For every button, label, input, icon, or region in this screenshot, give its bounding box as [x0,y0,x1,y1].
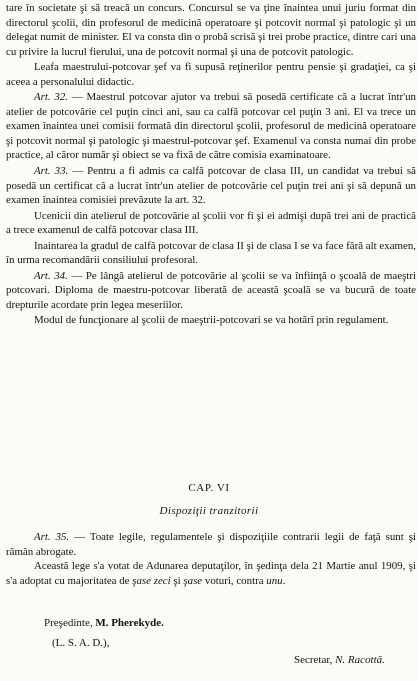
president-label: Preşedinte, [44,617,96,629]
article-32-label: Art. 32. [34,91,69,104]
article-33-text: — Pentru a fi admis ca calfă potcovar de clasa III, un candidat va trebui să posedă un certificat că a lucrat într'un atelier de potcovărie cel puţin trei ani şi să depună un examen înaintea comisiei prevăzute la art. 32. [6,165,416,207]
article-33-label: Art. 33. [34,165,69,178]
vote-paragraph [6,559,416,588]
vote-text-c: şi [170,574,184,587]
president-name: M. Pherekyde. [95,617,164,629]
article-32 [6,90,416,163]
secretary-name: N. Racottă. [335,654,385,666]
vote-text-e: voturi, contra [202,574,267,587]
article-35-text: — Toate legile, regulamentele şi dispoziţiile contrarii legii de faţă sunt şi rămân abrogate. [6,531,416,558]
vote-count-for-units: şase [183,574,203,587]
paragraph-leafa: Leafa maestrului-potcovar şef va fi supusă reţinerilor pentru pensie şi gradaţiei, ca şi aceea a personalului didactic. [6,61,416,88]
article-33 [6,164,416,208]
president-signature [44,617,164,629]
chapter-subtitle: Dispoziţii tranzitorii [159,505,259,517]
paragraph-inaintarea: Inaintarea la gradul de calfă potcovar de clasa II şi de clasa I se va face fără alt examen, în urma recomandării consiliului profesoral. [6,239,416,267]
article-34-label: Art. 34. [34,269,68,282]
chapter-title: CAP. VI [188,482,230,494]
transitory-provisions [6,530,416,588]
seal-mark: (L. S. A. D.), [52,637,110,649]
article-34 [6,269,416,313]
secretary-signature [294,654,385,666]
secretary-label: Secretar, [294,654,336,666]
paragraph-modul: Modul de funcţionare al şcolii de maeştrii-potcovari se va hotărî prin regulament. [34,314,389,327]
vote-count-for-tens: şase zeci [132,574,171,587]
vote-text-a: Această lege s'a votat de Adunarea deputaţilor, în şedinţa dela 21 Martie anul 1909, şi s'a adoptat cu majoritatea de [6,560,416,587]
paragraph-concurs: tare în societate şi să treacă un concurs. Concursul se va ţine înaintea unui juriu format din directorul şcolii, din profesorul de medicină operatoare şi potcovit normal şi patologic şi un delegat numit de minister. El va consta din o probă scrisă şi trei probe practice, dintre cari una cu privire la lucrul fierului, una de potcovit normal şi una de potcovit patologic. [6,2,416,58]
vote-count-against: unu [266,574,283,587]
paragraph-ucenicii: Ucenicii din atelierul de potcovărie al şcolii vor fi şi ei admişi după trei ani de practică a trece examenul de calfă potcovar clasa III. [6,209,416,237]
article-32-text: — Maestrul potcovar ajutor va trebui să posedă certificate că a lucrat într'un atelier de potcovărie cel puţin cinci ani, sau ca calfă potcovar cel puţin 3 ani. El va trece un examen înaintea unei comisii formată din directorul şcolii, profesorul de medicină operatoare şi potcovit normal şi patologic şi maestrul-potcovar şef. Examenul va consta numai din probe practice, al căror număr şi obiect se va fixă de către comisia examinatoare. [6,91,416,162]
article-35 [6,530,416,559]
law-body [6,1,416,329]
article-35-label: Art. 35. [34,531,70,543]
article-34-text: — Pe lângă atelierul de potcovărie al şcolii se va înfiinţă o şcoală de maeştri potcovari. Diploma de maestru-potcovar liberată de această şcoală se va bucură de toate drepturile acordate prin legea meseriilor. [6,269,416,311]
vote-text-g: . [282,574,286,587]
